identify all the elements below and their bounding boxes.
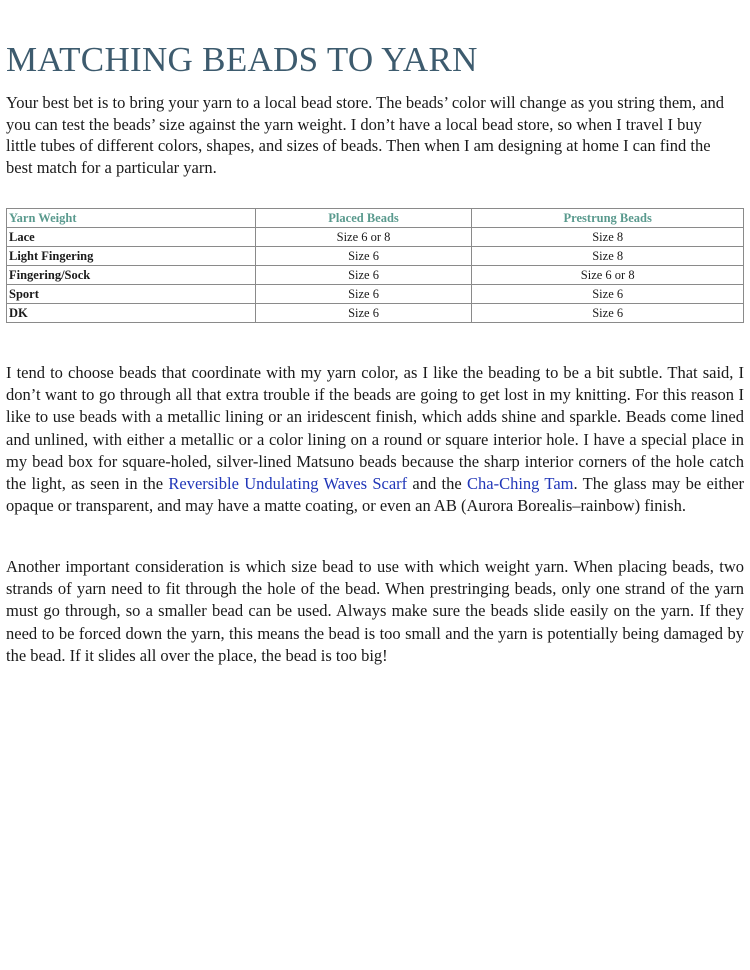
- bead-size-table: [6, 208, 744, 323]
- cha-ching-tam-link[interactable]: Cha-Ching Tam: [467, 474, 574, 494]
- table-row: [7, 247, 744, 266]
- cell-yarn-weight: Sport: [7, 285, 256, 304]
- cell-prestrung-beads: Size 6: [472, 304, 744, 323]
- cell-prestrung-beads: Size 8: [472, 247, 744, 266]
- cell-prestrung-beads: Size 8: [472, 228, 744, 247]
- header-yarn-weight: Yarn Weight: [7, 209, 256, 228]
- cell-yarn-weight: Lace: [7, 228, 256, 247]
- paragraph-text: and the: [407, 474, 468, 494]
- cell-placed-beads: Size 6 or 8: [255, 228, 472, 247]
- table-row: [7, 304, 744, 323]
- reversible-undulating-waves-scarf-link[interactable]: Reversible Undulating Waves Scarf: [168, 474, 408, 494]
- table-row: [7, 266, 744, 285]
- paragraph-text: I tend to choose beads that coordinate with my yarn color, as I like the beading to be a bit subtle. That said, I don’t want to go through all that extra trouble if the beads are going to get lost in my knitting. For this reason I like to use beads with a metallic lining or an iridescent finish, which adds shine and sparkle. Beads come lined and unlined, with either a metallic or a color lining on a round or square interior hole. I have a special place in my bead box for square-holed, silver-lined Matsuno beads because the sharp interior corners of the hole catch the light, as seen in the: [6, 363, 744, 494]
- table-row: [7, 285, 744, 304]
- cell-placed-beads: Size 6: [255, 266, 472, 285]
- header-placed-beads: Placed Beads: [255, 209, 472, 228]
- bead-size-paragraph: Another important consideration is which size bead to use with which weight yarn. When placing beads, two strands of yarn need to fit through the hole of the bead. When prestringing beads, only one strand of the yarn must go through, so a smaller bead can be used. Always make sure the beads slide easily on the yarn. If they need to be forced down the yarn, this means the bead is too small and the yarn is potentially being damaged by the bead. If it slides all over the place, the bead is too big!: [6, 557, 744, 665]
- cell-yarn-weight: DK: [7, 304, 256, 323]
- cell-placed-beads: Size 6: [255, 247, 472, 266]
- header-prestrung-beads: Prestrung Beads: [472, 209, 744, 228]
- intro-paragraph: Your best bet is to bring your yarn to a local bead store. The beads’ color will change as you string them, and you can test the beads’ size against the yarn weight. I don’t have a local bead store, so when I travel I buy little tubes of different colors, shapes, and sizes of beads. Then when I am designing at home I can find the best match for a particular yarn.: [6, 93, 725, 178]
- table-header-row: [7, 209, 744, 228]
- bead-finish-paragraph: [6, 362, 744, 517]
- cell-yarn-weight: Light Fingering: [7, 247, 256, 266]
- page-title: MATCHING BEADS TO YARN: [6, 40, 478, 79]
- cell-placed-beads: Size 6: [255, 285, 472, 304]
- paragraph-text: . The glass may be either opaque or transparent, and may have a matte coating, or even an AB (Aurora Borealis–rainbow) finish.: [6, 474, 745, 516]
- cell-yarn-weight: Fingering/Sock: [7, 266, 256, 285]
- table-row: [7, 228, 744, 247]
- cell-placed-beads: Size 6: [255, 304, 472, 323]
- cell-prestrung-beads: Size 6 or 8: [472, 266, 744, 285]
- cell-prestrung-beads: Size 6: [472, 285, 744, 304]
